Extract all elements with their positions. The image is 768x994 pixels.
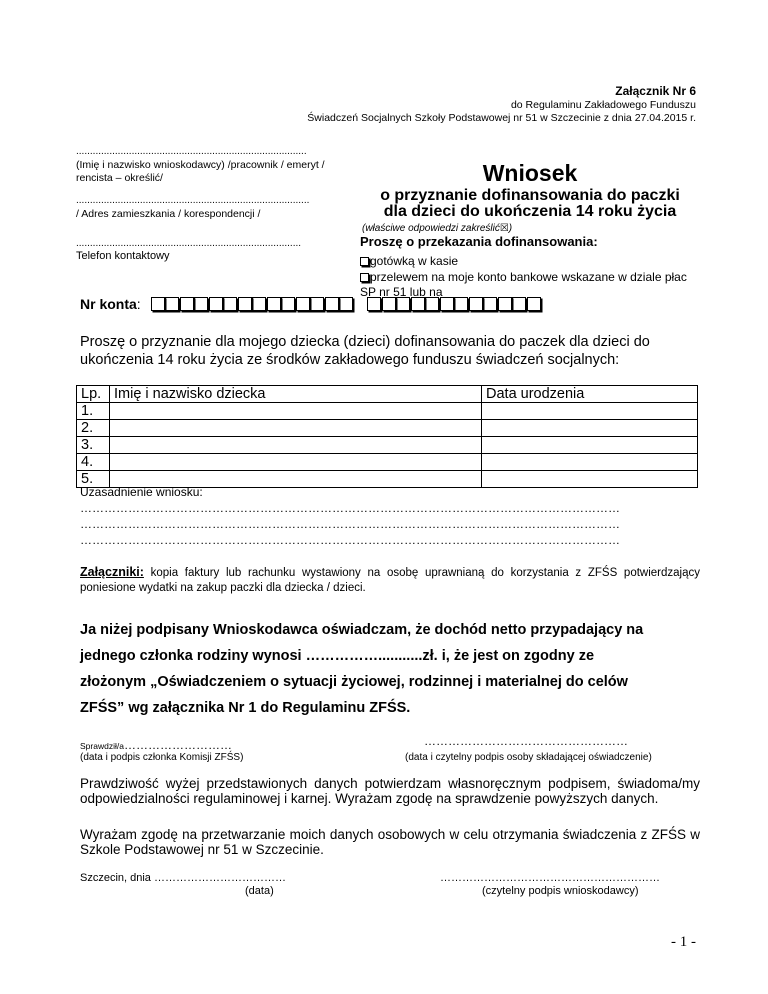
regulation-line-2: Świadczeń Socjalnych Szkoły Podstawowej nr 51 w Szczecinie z dnia 27.04.2015 r. [307,112,696,124]
income-declaration [80,617,700,721]
applicant-signature-field[interactable]: …………………………………………………… [440,872,660,884]
option-cash[interactable] [360,254,458,268]
form-subtitle-2: dla dzieci do ukończenia 14 roku życia [383,203,677,220]
attachments-text: kopia faktury lub rachunku wystawiony na osobę uprawnianą do korzystania z ZFŚS potwierdzający poniesione wydatki na zakup paczki dla dziecka / dzieci. [80,567,700,594]
row-number: 3. [77,437,110,454]
applicant-name-label: (Imię i nazwisko wnioskodawcy) /pracownik / emeryt / rencista – określić/ [76,159,325,184]
account-digit-box[interactable] [527,297,541,311]
applicant-signature-label: (czytelny podpis wnioskodawcy) [482,885,639,897]
account-digit-box[interactable] [165,297,179,311]
account-group-1[interactable] [151,296,354,312]
account-digit-box[interactable] [180,297,194,311]
option-cash-label: gotówką w kasie [370,254,459,268]
children-table [76,385,698,488]
account-label: Nr konta [80,296,137,312]
account-digit-box[interactable] [396,297,410,311]
account-digit-box[interactable] [425,297,439,311]
checked-by-label: (data i podpis członka Komisji ZFŚS) [80,752,244,763]
table-row [77,437,698,454]
table-row [77,454,698,471]
declaration-line-4: ZFŚS” wg załącznika Nr 1 do Regulaminu ZFŚS. [80,700,411,716]
account-digit-box[interactable] [325,297,339,311]
declarant-signature-label: (data i czytelny podpis osoby składającej oświadczenie) [405,752,652,763]
account-digit-box[interactable] [194,297,208,311]
account-digit-box[interactable] [310,297,324,311]
account-digit-box[interactable] [209,297,223,311]
header-name: Imię i nazwisko dziecka [110,386,482,403]
applicant-name-field[interactable]: ................................................................................... [76,147,307,157]
account-digit-box[interactable] [238,297,252,311]
account-digit-box[interactable] [223,297,237,311]
child-name-cell[interactable] [110,420,482,437]
account-digit-box[interactable] [440,297,454,311]
account-digit-box[interactable] [469,297,483,311]
account-digit-box[interactable] [483,297,497,311]
account-digit-box[interactable] [296,297,310,311]
account-digit-box[interactable] [512,297,526,311]
attachments-note [80,565,700,596]
account-digit-box[interactable] [267,297,281,311]
account-colon: : [136,296,141,312]
child-name-cell[interactable] [110,403,482,420]
justification-line-2[interactable]: ……………………………………………………………………………………………………………………… [80,517,620,531]
child-name-cell[interactable] [110,437,482,454]
form-title: Wniosek [482,160,578,186]
consent-text: Wyrażam zgodę na przetwarzanie moich danych osobowych w celu otrzymania świadczenia z ZFŚS w Szkole Podstawowej nr 51 w Szczecinie. [80,827,700,857]
account-digit-box[interactable] [498,297,512,311]
row-number: 1. [77,403,110,420]
regulation-line-1: do Regulaminu Zakładowego Funduszu [510,99,696,111]
justification-line-1[interactable]: ……………………………………………………………………………………………………………………… [80,501,620,515]
child-name-cell[interactable] [110,454,482,471]
phone-field[interactable]: ................................................................................. [76,239,302,249]
header-lp: Lp. [77,386,110,403]
checkbox-cash[interactable] [360,257,369,266]
place-date-field[interactable]: Szczecin, dnia ……………………………… [80,872,286,884]
checked-by-dots: ……………………… [123,738,232,752]
justification-label: Uzasadnienie wniosku: [80,485,203,499]
account-digit-box[interactable] [454,297,468,311]
checked-by-prefix: Sprawdził/a [80,741,124,751]
address-label: / Adres zamieszkania / korespondencji / [76,208,261,220]
declaration-line-3: złożonym „Oświadczeniem o sytuacji życiowej, rodzinnej i materialnej do celów [80,674,628,690]
birthdate-cell[interactable] [482,420,698,437]
option-transfer[interactable] [360,270,687,284]
account-digit-box[interactable] [411,297,425,311]
account-digit-box[interactable] [367,297,381,311]
declaration-line-2: jednego członka rodziny wynosi ……………...........zł. i, że jest on zgodny ze [80,648,595,664]
row-number: 4. [77,454,110,471]
table-header-row [77,386,698,403]
birthdate-cell[interactable] [482,454,698,471]
option-transfer-cont: SP nr 51 lub na [360,285,443,299]
attachment-title: Załącznik Nr 6 [615,84,696,98]
account-group-2[interactable] [367,296,541,312]
account-digit-box[interactable] [151,297,165,311]
justification-line-3[interactable]: ……………………………………………………………………………………………………………………… [80,533,620,547]
declaration-line-1: Ja niżej podpisany Wnioskodawca oświadczam, że dochód netto przypadający na [80,622,644,638]
birthdate-cell[interactable] [482,471,698,488]
confirmation-text: Prawdziwość wyżej przedstawionych danych potwierdzam własnoręcznym podpisem, świadoma/my odpowiedzialności regulaminowej i karnej. Wyrażam zgodę na sprawdzenie powyższych danych. [80,776,700,806]
account-row [80,296,541,312]
request-text: Proszę o przyznanie dla mojego dziecka (dzieci) dofinansowania do paczek dla dzieci do ukończenia 14 roku życia ze środków zakładowego funduszu świadczeń socjalnych: [80,334,650,368]
table-row [77,420,698,437]
form-subtitle-1: o przyznanie dofinansowania do paczki [380,187,680,204]
birthdate-cell[interactable] [482,437,698,454]
row-number: 5. [77,471,110,488]
address-field[interactable]: .................................................................................... [76,196,310,206]
checkbox-transfer[interactable] [360,273,369,282]
table-row [77,403,698,420]
row-number: 2. [77,420,110,437]
attachments-label: Załączniki: [80,565,144,579]
date-label: (data) [245,885,274,897]
birthdate-cell[interactable] [482,403,698,420]
transfer-heading: Proszę o przekazania dofinansowania: [360,234,598,249]
page-number: - 1 - [671,934,696,950]
account-digit-box[interactable] [382,297,396,311]
marking-note: (właściwe odpowiedzi zakreślić☒) [362,223,513,234]
account-digit-box[interactable] [252,297,266,311]
header-birthdate: Data urodzenia [482,386,698,403]
option-transfer-label: przelewem na moje konto bankowe wskazane w dziale płac [370,270,687,284]
phone-label: Telefon kontaktowy [76,250,170,262]
account-digit-box[interactable] [339,297,353,311]
account-digit-box[interactable] [281,297,295,311]
declarant-signature-field[interactable]: …………………………………………… [424,734,628,748]
